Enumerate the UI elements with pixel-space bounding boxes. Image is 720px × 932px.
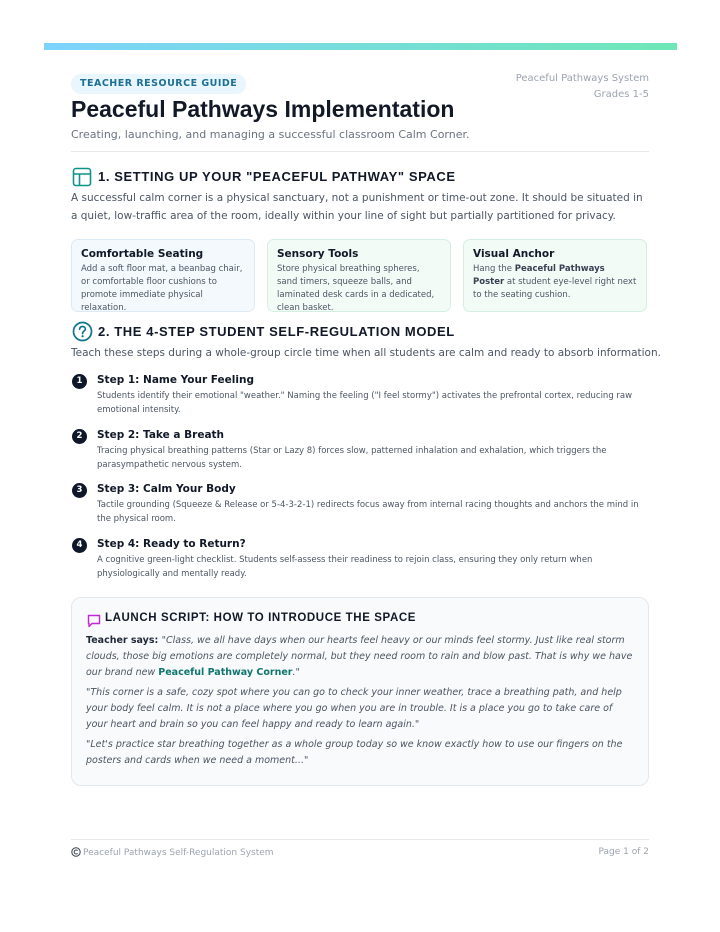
footer-system-name: Peaceful Pathways Self-Regulation System bbox=[83, 848, 274, 858]
section-intro-setup: A successful calm corner is a physical sanctuary, not a punishment or time-out zone. It should be situated in a quiet, low-traffic area of the room, ideally within your line of sight but partially partitioned for privacy. bbox=[71, 192, 643, 222]
layout-icon bbox=[72, 167, 92, 187]
header-divider bbox=[71, 151, 649, 152]
step-title: Step 2: Take a Breath bbox=[97, 429, 225, 441]
card-sensory-tools bbox=[267, 239, 451, 312]
footer-divider bbox=[71, 839, 649, 840]
step-title: Step 1: Name Your Feeling bbox=[97, 374, 254, 386]
step-number: 1 bbox=[72, 374, 87, 389]
document-sheet bbox=[44, 43, 677, 888]
page-number: Page 1 of 2 bbox=[598, 847, 649, 857]
section-heading-model: 2. THE 4-STEP STUDENT SELF-REGULATION MODEL bbox=[98, 324, 455, 339]
page bbox=[44, 50, 677, 888]
card-title: Visual Anchor bbox=[473, 248, 555, 260]
poster-name: Peaceful Pathways Poster bbox=[473, 264, 605, 287]
grade-range: Grades 1-5 bbox=[593, 89, 649, 100]
card-body-text: at student eye-level right next to the seating cushion. bbox=[473, 277, 637, 300]
copyright-icon bbox=[71, 847, 81, 860]
section-heading-setup: 1. SETTING UP YOUR "PEACEFUL PATHWAY" SPACE bbox=[98, 169, 456, 184]
step-title: Step 4: Ready to Return? bbox=[97, 538, 246, 550]
corner-name: Peaceful Pathway Corner bbox=[158, 667, 293, 678]
script-text: "Class, we all have days when our hearts feel heavy or our minds feel stormy. Just like real storm clouds, those big emotions are completely normal, but they need room to rain and blow past. That is why we have our brand new bbox=[86, 635, 633, 678]
script-paragraph-2: "This corner is a safe, cozy spot where you can go to check your inner weather, trace a breathing path, and help your body feel calm. It is not a place where you go when you are in trouble. It is a place you go to take care of your heart and brain so you can feel happy and ready to learn again." bbox=[86, 687, 622, 730]
launch-script-box bbox=[71, 597, 649, 786]
step-number: 2 bbox=[72, 429, 87, 444]
step-number: 4 bbox=[72, 538, 87, 553]
script-heading: LAUNCH SCRIPT: HOW TO INTRODUCE THE SPACE bbox=[105, 612, 417, 624]
card-body bbox=[473, 263, 637, 302]
step-description: A cognitive green-light checklist. Students self-assess their readiness to rejoin class, ensuring they only return when physiologically and mentally ready. bbox=[97, 555, 593, 579]
script-text: ." bbox=[292, 667, 300, 678]
script-paragraph-1 bbox=[86, 633, 634, 681]
card-body-text: Hang the bbox=[473, 264, 515, 274]
footer-left bbox=[71, 847, 274, 860]
card-title: Comfortable Seating bbox=[81, 248, 204, 260]
system-name: Peaceful Pathways System bbox=[515, 73, 649, 84]
script-paragraph-3: "Let's practice star breathing together as a whole group today so we know exactly how to use our fingers on the posters and cards when we need a moment..." bbox=[86, 739, 623, 766]
card-body: Store physical breathing spheres, sand timers, squeeze balls, and laminated desk cards in a dedicated, clean basket. bbox=[277, 264, 435, 313]
accent-bar bbox=[44, 43, 677, 50]
chat-bubble-icon bbox=[87, 613, 101, 632]
page-subtitle: Creating, launching, and managing a successful classroom Calm Corner. bbox=[71, 128, 470, 141]
card-body: Add a soft floor mat, a beanbag chair, or comfortable floor cushions to promote immediate physical relaxation. bbox=[81, 264, 243, 313]
card-comfortable-seating bbox=[71, 239, 255, 312]
step-title: Step 3: Calm Your Body bbox=[97, 483, 236, 495]
section-intro-model: Teach these steps during a whole-group circle time when all students are calm and ready to absorb information. bbox=[71, 347, 661, 359]
resource-badge: TEACHER RESOURCE GUIDE bbox=[71, 74, 246, 94]
card-title: Sensory Tools bbox=[277, 248, 359, 260]
page-title: Peaceful Pathways Implementation bbox=[71, 96, 455, 122]
card-visual-anchor bbox=[463, 239, 647, 312]
step-description: Students identify their emotional "weather." Naming the feeling ("I feel stormy") activates the prefrontal cortex, reducing raw emotional intensity. bbox=[97, 391, 633, 415]
header-meta bbox=[516, 71, 649, 103]
speaker-label: Teacher says: bbox=[86, 635, 162, 646]
step-description: Tracing physical breathing patterns (Star or Lazy 8) forces slow, patterned inhalation and exhalation, which triggers the parasympathetic nervous system. bbox=[97, 446, 607, 470]
step-number: 3 bbox=[72, 483, 87, 498]
question-circle-icon bbox=[72, 321, 92, 341]
step-description: Tactile grounding (Squeeze & Release or 5-4-3-2-1) redirects focus away from internal racing thoughts and anchors the mind in the physical room. bbox=[97, 500, 639, 524]
